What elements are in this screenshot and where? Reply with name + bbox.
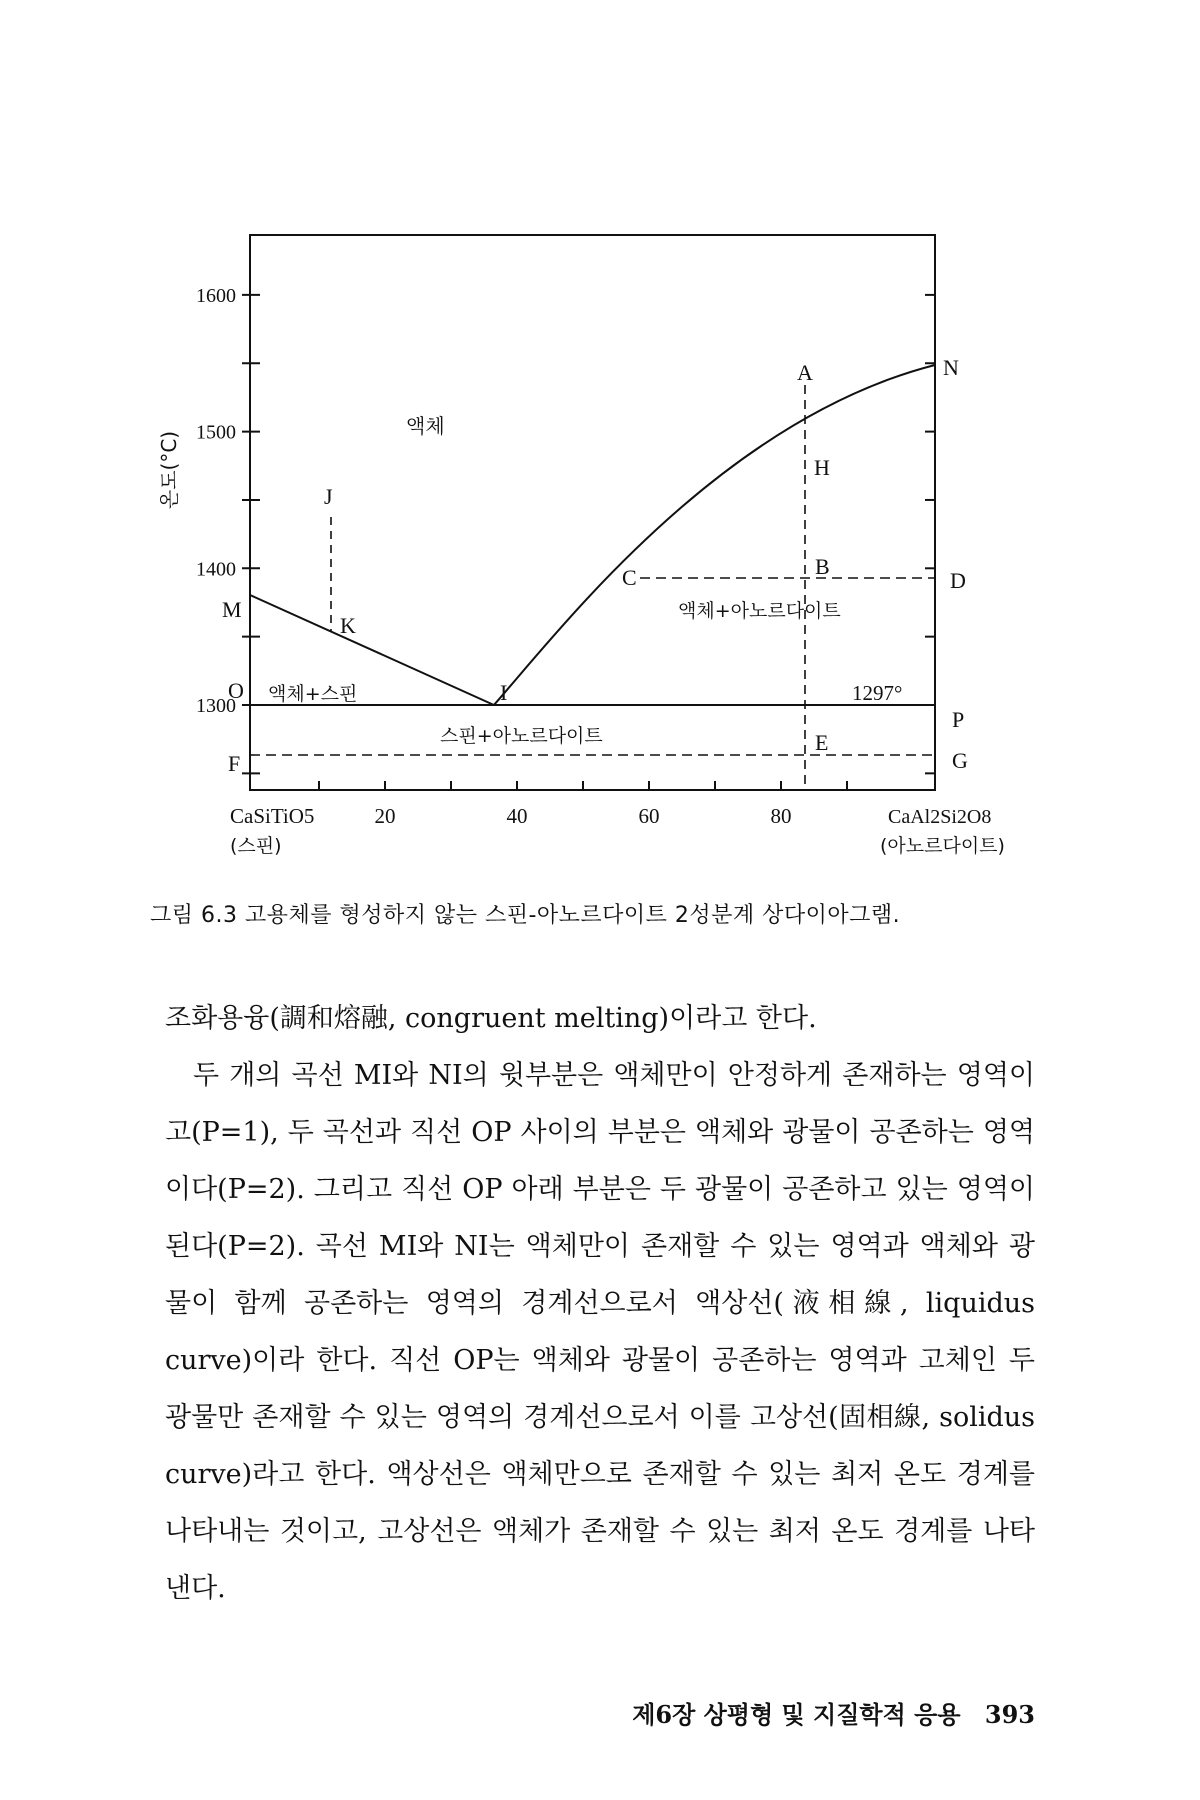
point-label-P: P bbox=[952, 707, 965, 732]
page-number: 393 bbox=[984, 1700, 1035, 1729]
left-end-name: (스핀) bbox=[230, 835, 282, 857]
y-tick-label-1500: 1500 bbox=[196, 421, 236, 444]
point-label-I: I bbox=[500, 680, 508, 705]
phase-diagram-svg bbox=[0, 0, 1200, 880]
point-label-C: C bbox=[622, 565, 637, 590]
plot-frame bbox=[250, 235, 935, 790]
left-end-formula: CaSiTiO5 bbox=[230, 804, 315, 828]
paragraph-1: 조화용융(調和熔融, congruent melting)이라고 한다. bbox=[165, 1003, 817, 1034]
y-axis-label: 온도(°C) bbox=[157, 430, 181, 510]
point-label-A: A bbox=[797, 360, 813, 385]
solidus-temperature-label: 1297° bbox=[852, 681, 903, 705]
point-label-E: E bbox=[815, 730, 829, 755]
page-footer bbox=[555, 1695, 1035, 1730]
point-label-B: B bbox=[815, 554, 830, 579]
region-label-sphene-anorthite: 스핀+아노르다이트 bbox=[440, 725, 603, 747]
region-label-liquid-anorthite: 액체+아노르다이트 bbox=[678, 600, 841, 622]
figure-caption: 그림 6.3 고용체를 형성하지 않는 스핀-아노르다이트 2성분계 상다이아그램. bbox=[150, 903, 901, 928]
x-tick-label-80: 80 bbox=[770, 804, 792, 828]
region-label-liquid: 액체 bbox=[406, 414, 445, 438]
x-tick-label-20: 20 bbox=[374, 804, 396, 828]
right-end-formula: CaAl2Si2O8 bbox=[888, 806, 992, 828]
x-tick-label-40: 40 bbox=[506, 804, 528, 828]
phase-diagram-figure bbox=[0, 0, 1200, 880]
liquidus-curve-NI bbox=[494, 365, 935, 705]
point-label-N: N bbox=[943, 355, 959, 380]
point-label-F: F bbox=[228, 751, 241, 776]
point-label-K: K bbox=[340, 613, 356, 638]
point-label-M: M bbox=[222, 597, 242, 622]
y-tick-label-1400: 1400 bbox=[196, 558, 236, 581]
point-label-D: D bbox=[950, 568, 966, 593]
point-label-G: G bbox=[952, 748, 968, 773]
chapter-title: 제6장 상평형 및 지질학적 응용 bbox=[632, 1700, 961, 1729]
x-tick-label-60: 60 bbox=[638, 804, 660, 828]
body-text bbox=[165, 990, 1035, 1617]
point-label-H: H bbox=[814, 455, 830, 480]
region-label-liquid-sphene: 액체+스핀 bbox=[268, 683, 358, 705]
y-tick-label-1300: 1300 bbox=[196, 695, 236, 717]
y-tick-label-1600: 1600 bbox=[196, 284, 236, 307]
point-label-J: J bbox=[324, 484, 333, 509]
paragraph-2: 두 개의 곡선 MI와 NI의 윗부분은 액체만이 안정하게 존재하는 영역이고(P=1), 두 곡선과 직선 OP 사이의 부분은 액체와 광물이 공존하는 영역이다(P=2). 그리고 직선 OP 아래 부분은 두 광물이 공존하고 있는 영역이 된다(P=2). 곡선 MI와 NI는 액체만이 존재할 수 있는 영역과 액체와 광물이 함께 공존하는 영역의 경계선으로서 액상선(液相線, liquidus curve)이라 한다. 직선 OP는 액체와 광물이 공존하는 영역과 고체인 두 광물만 존재할 수 있는 영역의 경계선으로서 이를 고상선(固相線, solidus curve)라고 한다. 액상선은 액체만으로 존재할 수 있는 최저 온도 경계를 나타내는 것이고, 고상선은 액체가 존재할 수 있는 최저 온도 경계를 나타낸다. bbox=[165, 1060, 1035, 1604]
point-label-O: O bbox=[228, 678, 244, 703]
right-end-name: (아노르다이트) bbox=[880, 835, 1005, 857]
